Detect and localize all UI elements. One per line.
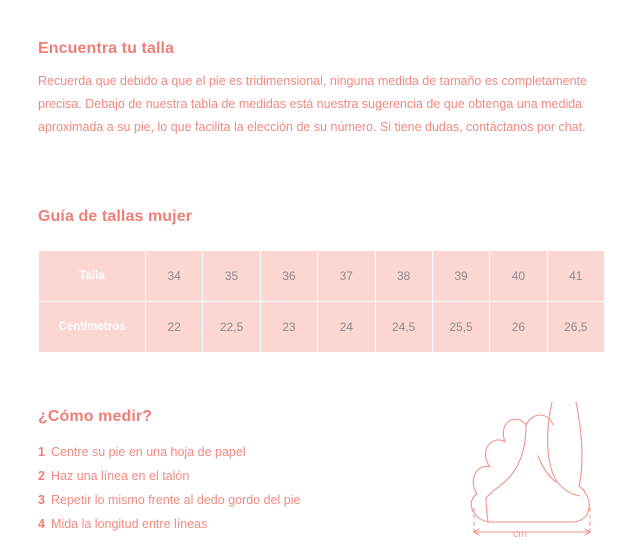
step-text: Haz una línea en el talón [51, 469, 190, 483]
list-item [38, 512, 398, 536]
step-text: Centre su pie en una hoja de papel [51, 445, 246, 459]
step-number: 2 [38, 469, 45, 483]
step-number: 4 [38, 517, 45, 531]
table-cell-cm: 26,5 [547, 302, 604, 353]
intro-paragraph: Recuerda que debido a que el pie es tridimensional, ninguna medida de tamaño es completamente precisa. Debajo de nuestra tabla de medidas está nuestra sugerencia de que obtenga una medida aproximada a su pie, lo que facilita la elección de su número. Si tiene dudas, contáctanos por chat. [38, 74, 587, 134]
table-cell-cm: 25,5 [432, 302, 489, 353]
table-cell-cm: 24 [318, 302, 375, 353]
measure-steps-list [38, 440, 398, 536]
table-cell-talla: 38 [375, 251, 432, 302]
figure-unit-label: cm [513, 528, 527, 540]
row-header-talla: Talla [39, 251, 146, 302]
table-cell-talla: 41 [547, 251, 604, 302]
step-text: Mida la longitud entre líneas [51, 517, 208, 531]
table-cell-talla: 37 [318, 251, 375, 302]
foot-illustration-icon [430, 396, 610, 546]
list-item [38, 440, 398, 464]
sizes-section-title: Guía de tallas mujer [38, 208, 193, 225]
table-cell-talla: 40 [490, 251, 547, 302]
size-table-wrapper [38, 250, 605, 353]
table-row-talla [39, 251, 605, 302]
measure-section-title: ¿Cómo medir? [38, 408, 153, 425]
table-cell-talla: 39 [432, 251, 489, 302]
table-cell-talla: 35 [203, 251, 260, 302]
table-cell-talla: 36 [260, 251, 317, 302]
table-cell-talla: 34 [146, 251, 203, 302]
table-cell-cm: 23 [260, 302, 317, 353]
step-text: Repetir lo mismo frente al dedo gordo del pie [51, 493, 301, 507]
row-header-centimetros: Centímetros [39, 302, 146, 353]
step-number: 3 [38, 493, 45, 507]
foot-measurement-illustration [430, 396, 610, 546]
size-table [38, 250, 605, 353]
table-cell-cm: 22 [146, 302, 203, 353]
page-title: Encuentra tu talla [38, 40, 175, 57]
table-cell-cm: 26 [490, 302, 547, 353]
table-cell-cm: 24,5 [375, 302, 432, 353]
list-item [38, 488, 398, 512]
step-number: 1 [38, 445, 45, 459]
list-item [38, 464, 398, 488]
table-row-centimetros [39, 302, 605, 353]
table-cell-cm: 22,5 [203, 302, 260, 353]
